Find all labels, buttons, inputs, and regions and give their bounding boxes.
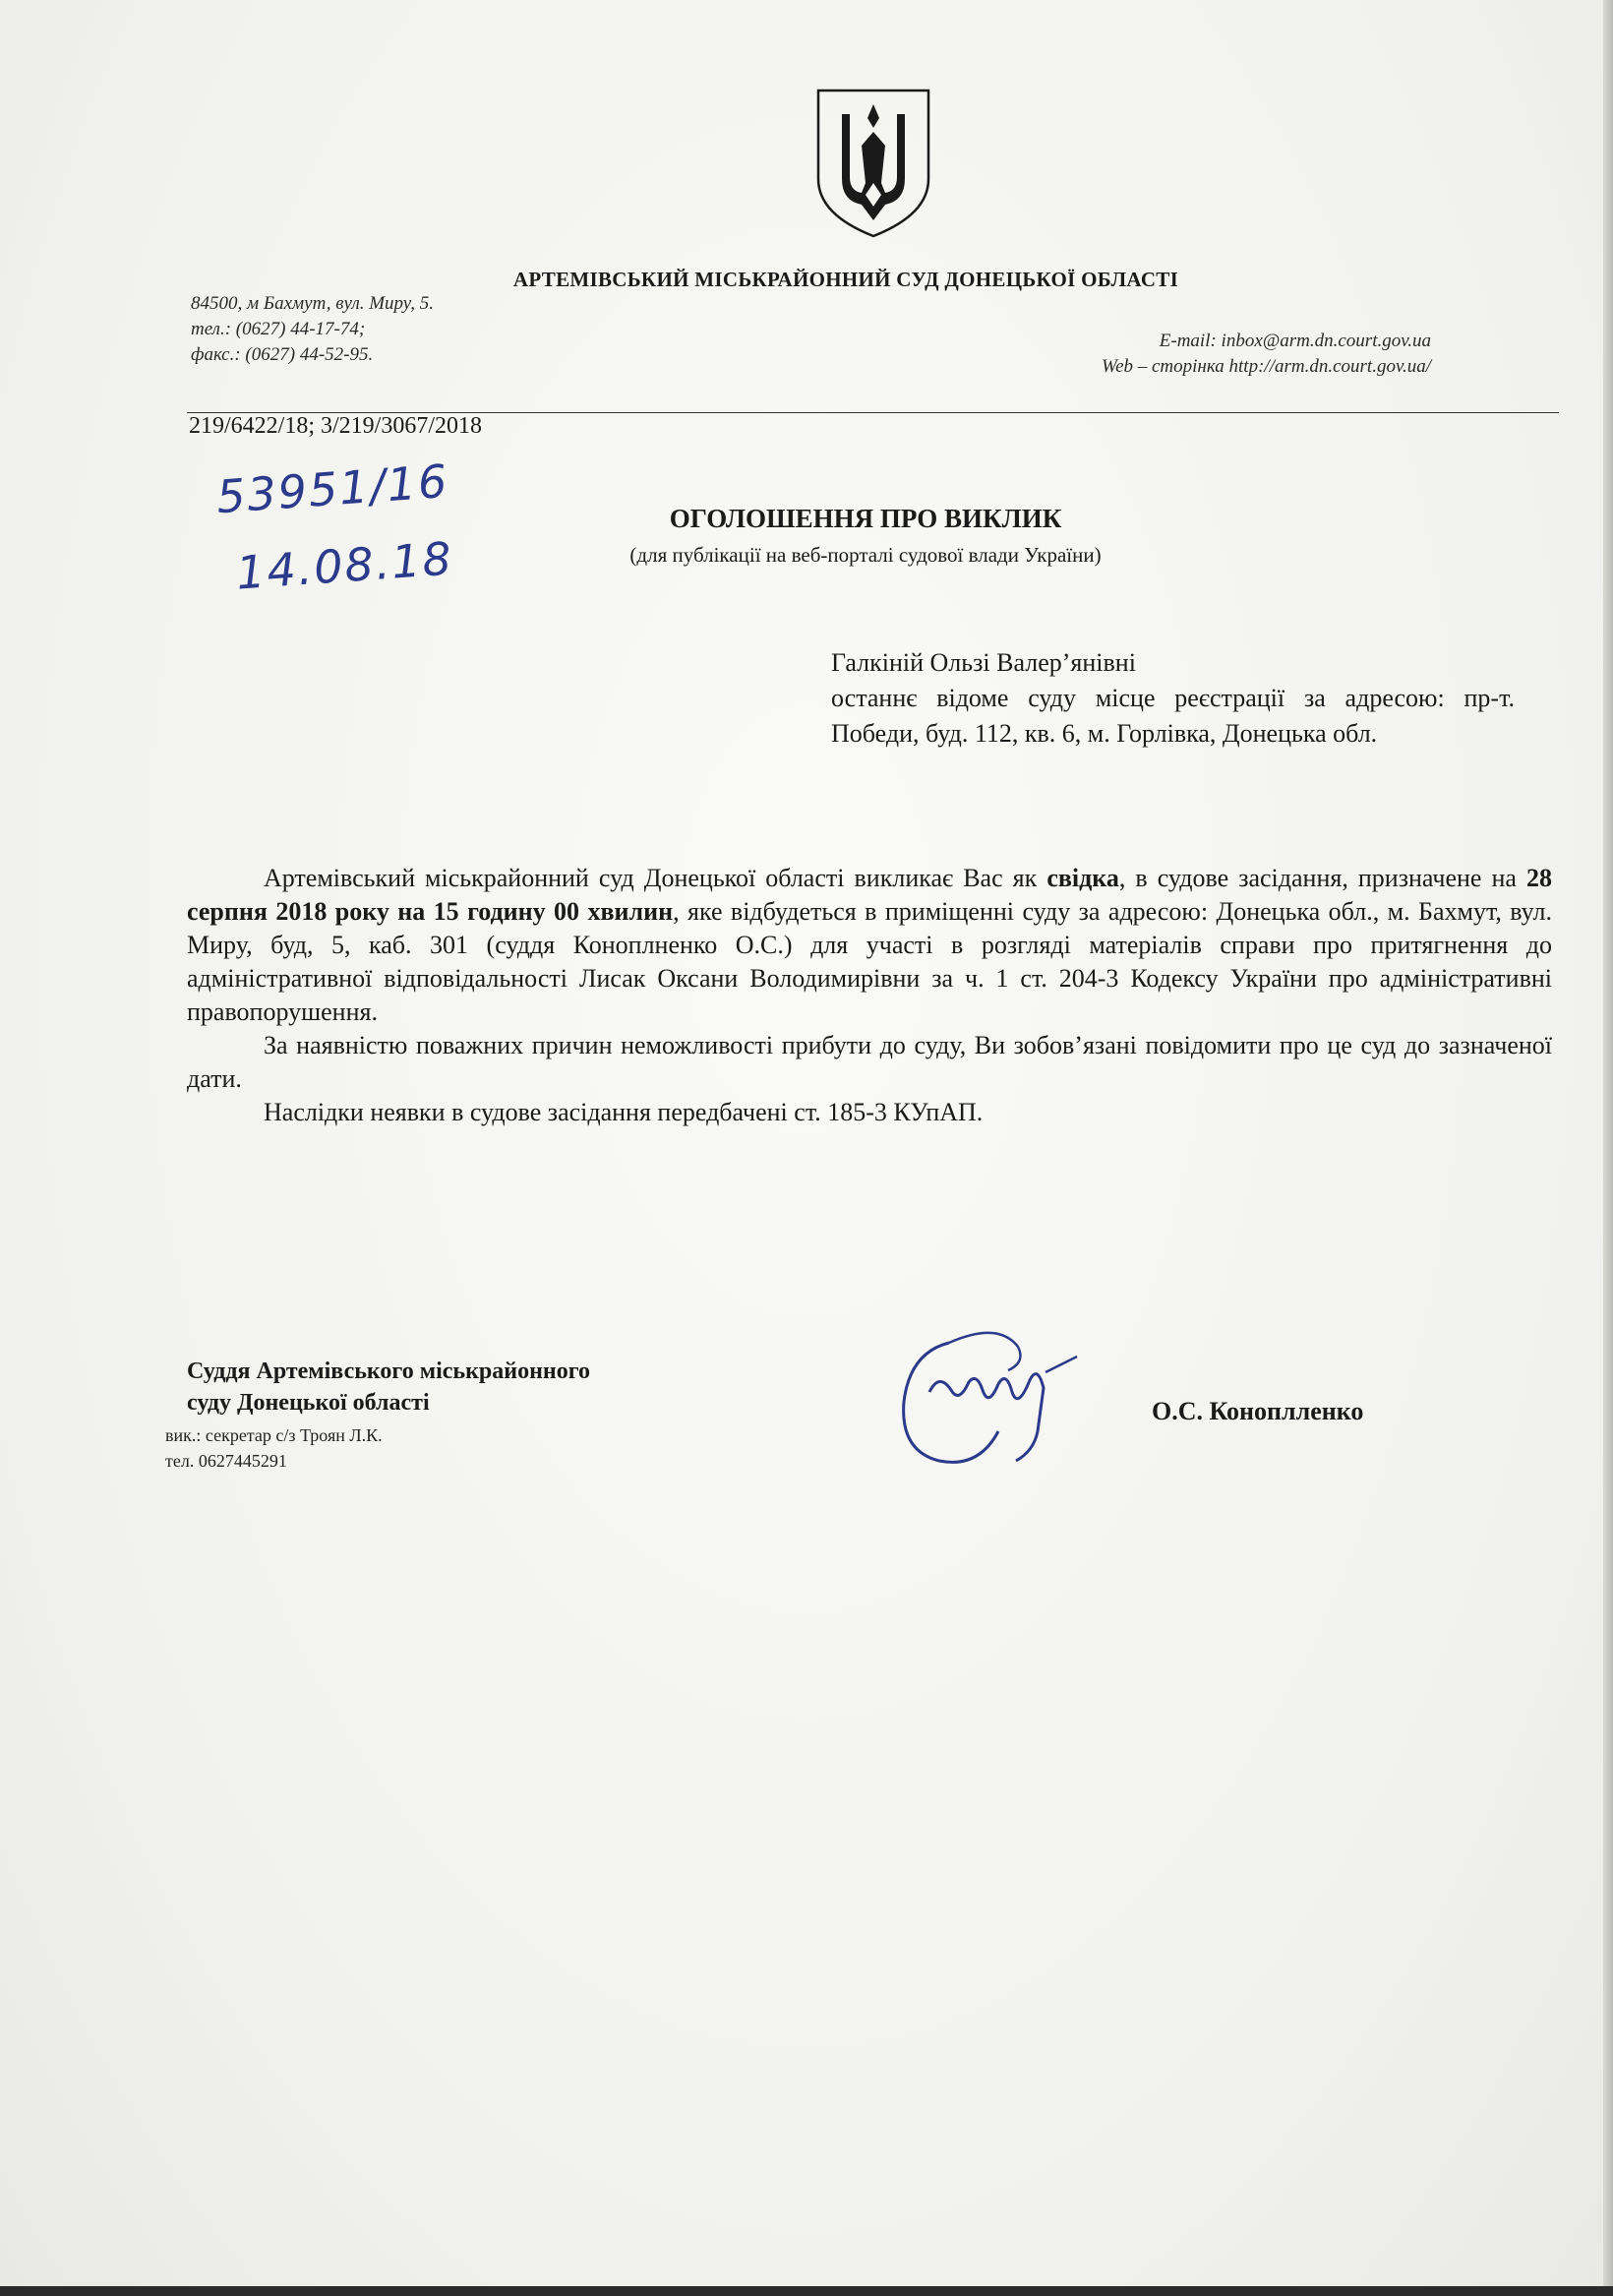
handwritten-registration-number: 53951/16 bbox=[214, 453, 450, 524]
body-paragraph-notify: За наявністю поважних причин неможливості прибути до суду, Ви зобов’язані повідомити про це суд до зазначеної дати. bbox=[187, 1031, 1552, 1093]
notice-subtitle: (для публікації на веб-порталі судової влади України) bbox=[629, 543, 1102, 567]
executor-info bbox=[165, 1422, 383, 1474]
notice-body bbox=[187, 862, 1552, 1129]
judge-title: Суддя Артемівського міськрайонного суду Донецької області bbox=[187, 1359, 591, 1416]
court-website: Web – сторінка http://arm.dn.court.gov.ua/ bbox=[1101, 356, 1431, 377]
hearing-datetime: 28 серпня 2018 року на 15 годину 00 хвилин bbox=[187, 864, 1552, 926]
court-email: E-mail: inbox@arm.dn.court.gov.ua bbox=[1159, 331, 1431, 351]
court-name: АРТЕМІВСЬКИЙ МІСЬКРАЙОННИЙ СУД ДОНЕЦЬКОЇ ОБЛАСТІ bbox=[512, 268, 1179, 291]
judge-name: О.С. Коноплленко bbox=[1152, 1397, 1364, 1425]
court-phone: тел.: (0627) 44-17-74; bbox=[191, 319, 366, 339]
body-paragraph-summons: Артемівський міськрайонний суд Донецької області викликає Вас як свідка, в судове засідання, призначене на 28 серпня 2018 року на 15 годину 00 хвилин, яке відбудеться в приміщенні суду за адресою: Донецька обл., м. Бахмут, вул. Миру, буд, 5, каб. 301 (суддя Коноплненко О.С.) для участі в розгляді матеріалів справи про притягнення до адміністративної відповідальності Лисак Оксани Володимирівни за ч. 1 ст. 204-3 Кодексу України про адміністративні правопорушення. bbox=[187, 864, 1553, 1026]
addressee-name: Галкіній Ользі Валер’янівні bbox=[831, 648, 1136, 677]
handwritten-registration-date: 14.08.18 bbox=[234, 531, 455, 600]
court-address: 84500, м Бахмут, вул. Миру, 5. bbox=[191, 293, 435, 314]
witness-role: свідка bbox=[1046, 864, 1119, 892]
executor-name: вик.: секретар с/з Троян Л.К. bbox=[165, 1425, 383, 1445]
coat-of-arms-icon bbox=[812, 85, 934, 242]
court-contacts-left bbox=[191, 291, 434, 368]
body-paragraph-consequences: Наслідки неявки в судове засідання передбачені ст. 185-3 КУпАП. bbox=[264, 1098, 984, 1126]
case-number: 219/6422/18; 3/219/3067/2018 bbox=[189, 413, 483, 439]
handwritten-signature bbox=[890, 1313, 1097, 1490]
court-contacts-right bbox=[1102, 329, 1431, 380]
scan-edge-bottom bbox=[0, 2286, 1613, 2296]
court-fax: факс.: (0627) 44-52-95. bbox=[191, 344, 374, 365]
addressee-address: останнє відоме суду місце реєстрації за адресою: пр-т. Победи, буд. 112, кв. 6, м. Горлівка, Донецька обл. bbox=[831, 684, 1515, 748]
notice-title: ОГОЛОШЕННЯ ПРО ВИКЛИК bbox=[669, 504, 1062, 533]
addressee-block bbox=[831, 645, 1515, 752]
scan-edge bbox=[1603, 0, 1613, 2296]
executor-phone: тел. 0627445291 bbox=[165, 1451, 287, 1471]
